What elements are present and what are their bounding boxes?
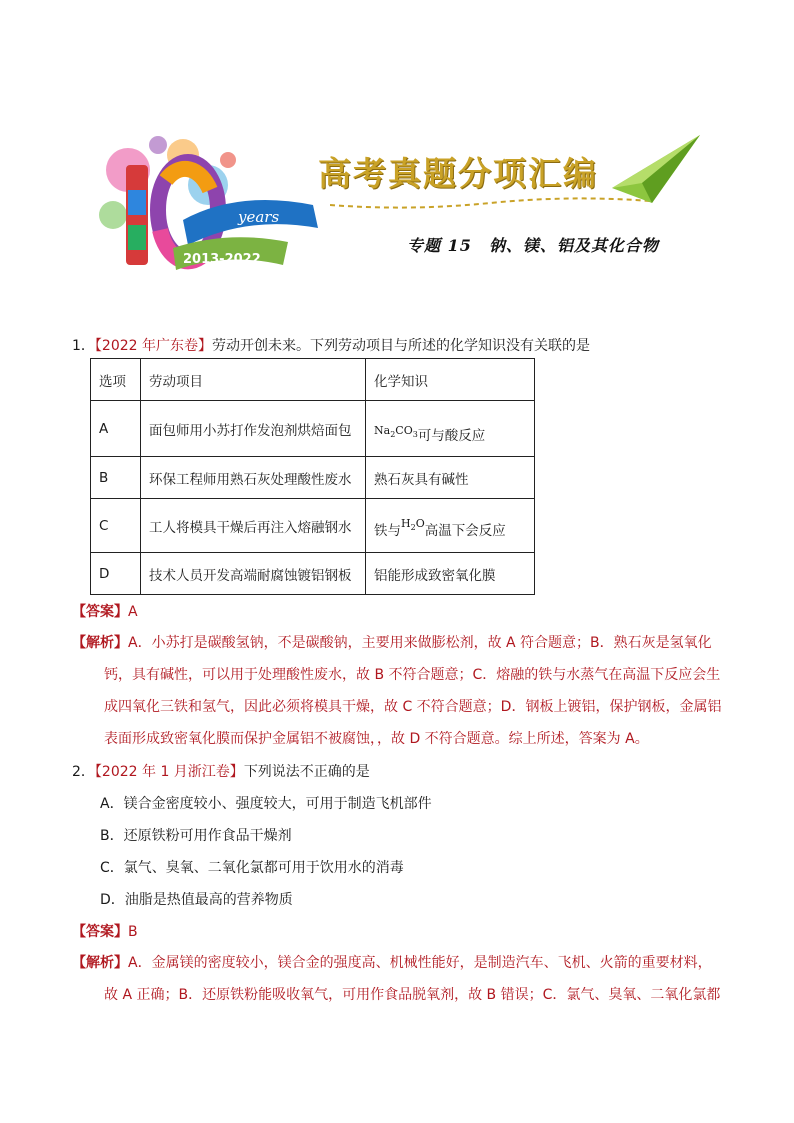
table-cell-knowledge	[366, 499, 535, 553]
question-1-table	[90, 358, 535, 595]
table-cell-option: B	[91, 457, 141, 499]
logo-ribbon-text: years	[238, 208, 280, 226]
question-2-analysis	[72, 947, 732, 1011]
table-header-row	[91, 359, 535, 401]
banner-underline	[330, 196, 650, 210]
chem-formula-h2o: H2O	[401, 516, 425, 533]
table-cell-option: C	[91, 499, 141, 553]
question-source: 【2022 年 1 月浙江卷】	[94, 764, 244, 780]
table-row	[91, 553, 535, 595]
option-c: C．氯气、臭氧、二氧化氯都可用于饮用水的消毒	[100, 860, 404, 876]
analysis-label: 【解析】	[72, 955, 128, 971]
option-b: B．还原铁粉可用作食品干燥剂	[100, 828, 292, 844]
analysis-line: 表面形成致密氧化膜而保护金属铝不被腐蚀，，故 D 不符合题意。综上所述，答案为 A。	[104, 731, 649, 747]
table-row	[91, 457, 535, 499]
table-header-cell: 选项	[91, 359, 141, 401]
chem-formula-na2co3: $Na_2CO_3$	[374, 423, 418, 440]
knowledge-text: 可与酸反应	[417, 427, 486, 444]
question-1-answer	[72, 601, 138, 621]
analysis-line: A．小苏打是碳酸氢钠，不是碳酸钠，主要用来做膨松剂，故 A 符合题意；B．熟石灰是氢氧化	[128, 635, 712, 651]
question-source: 【2022 年广东卷】	[94, 338, 213, 354]
question-text: 下列说法不正确的是	[243, 764, 370, 780]
logo-years-range: 2013-2022	[183, 252, 261, 267]
question-number: 2．	[72, 764, 95, 780]
table-cell-option: D	[91, 553, 141, 595]
table-cell-project: 技术人员开发高端耐腐蚀镀铝钢板	[141, 553, 366, 595]
knowledge-text: 高温下会反应	[424, 522, 506, 539]
question-2-answer	[72, 921, 138, 941]
option-d: D．油脂是热值最高的营养物质	[100, 892, 293, 908]
analysis-label: 【解析】	[72, 635, 128, 651]
question-1-analysis	[72, 627, 732, 755]
topic-subtitle: 专题 15 钠、镁、铝及其化合物	[407, 236, 659, 255]
question-1-stem	[72, 336, 590, 356]
analysis-line: 故 A 正确；B．还原铁粉能吸收氧气，可用作食品脱氧剂，故 B 错误；C．氯气、臭氧、二氧化氯都	[104, 987, 721, 1003]
table-row	[91, 401, 535, 457]
knowledge-text: 铁与	[374, 522, 401, 539]
table-row	[91, 499, 535, 553]
table-cell-project: 面包师用小苏打作发泡剂烘焙面包	[141, 401, 366, 457]
analysis-line: 成四氧化三铁和氢气，因此必须将模具干燥，故 C 不符合题意；D．钢板上镀铝，保护钢板，金属铝	[104, 699, 722, 715]
answer-value: B	[128, 924, 138, 940]
ten-years-logo	[88, 130, 333, 280]
table-cell-option: A	[91, 401, 141, 457]
answer-value: A	[128, 604, 138, 620]
answer-label: 【答案】	[72, 604, 128, 620]
analysis-line: A．金属镁的密度较小，镁合金的强度高、机械性能好，是制造汽车、飞机、火箭的重要材料，	[128, 955, 712, 971]
table-header-cell: 化学知识	[366, 359, 535, 401]
paper-plane-icon	[612, 133, 702, 205]
table-cell-project: 工人将模具干燥后再注入熔融钢水	[141, 499, 366, 553]
table-cell-knowledge	[366, 401, 535, 457]
question-number: 1．	[72, 338, 95, 354]
option-a: A．镁合金密度较小、强度较大，可用于制造飞机部件	[100, 796, 432, 812]
table-header-cell: 劳动项目	[141, 359, 366, 401]
table-cell-project: 环保工程师用熟石灰处理酸性废水	[141, 457, 366, 499]
question-2-stem	[72, 762, 370, 782]
analysis-line: 钙，具有碱性，可以用于处理酸性废水，故 B 不符合题意；C．熔融的铁与水蒸气在高温下反应会生	[104, 667, 721, 683]
answer-label: 【答案】	[72, 924, 128, 940]
question-text: 劳动开创未来。下列劳动项目与所述的化学知识没有关联的是	[212, 338, 591, 354]
table-cell-knowledge: 铝能形成致密氧化膜	[366, 553, 535, 595]
table-cell-knowledge: 熟石灰具有碱性	[366, 457, 535, 499]
banner-title: 高考真题分项汇编	[318, 154, 598, 193]
